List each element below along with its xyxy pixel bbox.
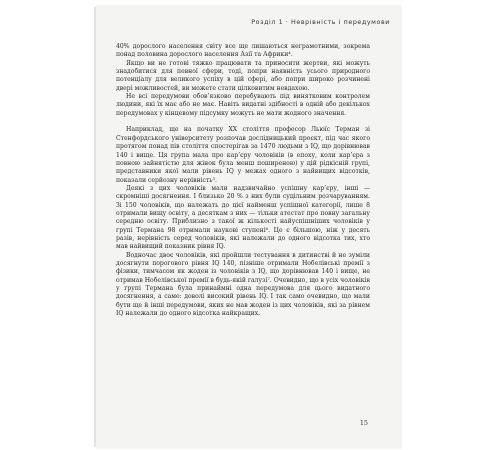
running-header xyxy=(111,19,390,26)
book-page xyxy=(96,5,402,449)
paragraph-2: Якщо ви не готові тяжко працювати та приносити жертви, які можуть знадобитися для певної сфери, тоді, попри наявність усього природного потенціалу для великого успіху в цій сфері, або попри широко розчинені двері можливостей, ви можете стати цілковитим невдахою. xyxy=(116,59,370,92)
page-number: 15 xyxy=(359,419,368,427)
paragraph-3: Не всі передумови обов’язково перебувають під винятковим контролем людини, які їх має або не має. Навіть видатні здібності в одній або декількох передумовах у кінцевому підсумку можуть не мати жодного значення. xyxy=(116,93,370,117)
page-body xyxy=(116,43,370,318)
paragraph-4: Наприклад, ще на початку ХХ століття професор Льюїс Терман зі Стенфордського університету розпочав дослідницький проєкт, під час якого протягом понад пів століття спостерігав за 1470 людьми з IQ, що дорівнював 140 і вище. Ця група мала про кар’єру чоловіків (в епоху, коли кар’єра з повною зайнятістю для жінок була менш поширеною) у цій рідкісній групі, представники якої мали рівень IQ у межах одного з найвищих відсотків, показали серйозну нерівність⁵. xyxy=(116,126,370,184)
paragraph-6: Водночас двоє чоловіків, які пройшли тестування в дитинстві й не зуміли досягнути порогового рівня IQ 140, пізніше отримали Нобелівські премії з фізики, тимчасом як жоден із чоловіків з IQ, що дорівнював 140 і вище, не отримав Нобелівської премії в будь-якій галузі⁷. Очевидно, що в усіх чоловіків у групі Термана була принаймні одна передумова для цього видатного досягнення, а саме: доволі високий рівень IQ. І так само очевидно, що мали бути ще й інші передумови, яких не мав жоден із цих чоловіків, які за рівнем IQ належали до одного відсотка найкращих. xyxy=(116,251,370,318)
chapter-label: Розділ 1 · Неврівність і передумови xyxy=(251,19,390,26)
paragraph-1: 40% дорослого населення світу все ще лишаються неграмотними, зокрема понад половина дорослого населення Азії та Африки⁴. xyxy=(116,43,370,59)
paragraph-5: Деякі з цих чоловіків мали надзвичайно успішну кар’єру, інші — скромніші досягнення. І близько 20 % з них були суцільним розчаруванням. Зі 150 чоловіків, що належать до цієї найменш успішної категорії, лише 8 отримали вищу освіту, а десяткам з них — тільки атестат про повну загальну середню освіту. Приблизно з такої ж кількості найуспішніших чоловіків у групі Термана 98 отримали наукові ступені⁶. Це є більшою, ніж у десять разів, нерівність серед чоловіків, які належали до одного відсотка тих, хто мав найвищий показник рівня IQ. xyxy=(116,184,370,251)
